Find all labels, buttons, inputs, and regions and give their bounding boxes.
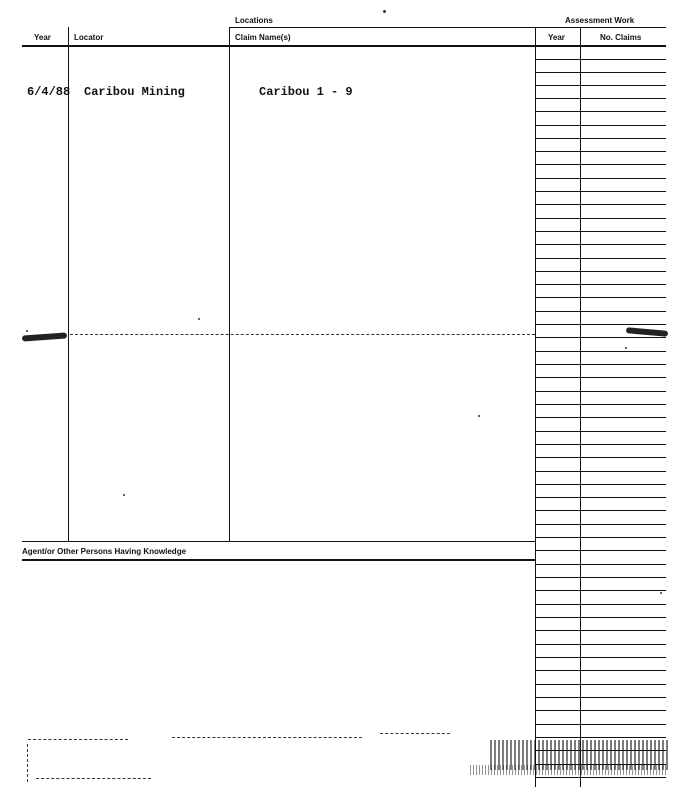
- header-bottom-rule: [22, 45, 666, 47]
- scan-speck: [198, 318, 200, 320]
- locator-claim-divider: [229, 27, 230, 541]
- no-claims-column-header: No. Claims: [600, 33, 642, 42]
- aw-row-rule: [535, 444, 666, 445]
- aw-row-rule: [535, 151, 666, 152]
- aw-row-rule: [535, 697, 666, 698]
- aw-row-rule: [535, 271, 666, 272]
- aw-row-rule: [535, 59, 666, 60]
- aw-row-rule: [535, 72, 666, 73]
- header-top-rule-right: [535, 27, 666, 28]
- assessment-work-heading: Assessment Work: [565, 16, 635, 25]
- aw-row-rule: [535, 164, 666, 165]
- scan-speck: [478, 415, 480, 417]
- aw-row-rule: [535, 138, 666, 139]
- aw-row-rule: [535, 297, 666, 298]
- aw-row-rule: [535, 244, 666, 245]
- aw-row-rule: [535, 417, 666, 418]
- aw-row-rule: [535, 644, 666, 645]
- aw-year-claims-divider: [580, 27, 581, 787]
- aw-row-rule: [535, 497, 666, 498]
- aw-row-rule: [535, 125, 666, 126]
- aw-row-rule: [535, 471, 666, 472]
- locations-heading: Locations: [235, 16, 273, 25]
- aw-row-rule: [535, 231, 666, 232]
- aw-row-rule: [535, 391, 666, 392]
- aw-row-rule: [535, 777, 666, 778]
- aw-row-rule: [535, 484, 666, 485]
- aw-row-rule: [535, 351, 666, 352]
- aw-year-column-header: Year: [548, 33, 565, 42]
- aw-row-rule: [535, 364, 666, 365]
- agent-section-label: Agent/or Other Persons Having Knowledge: [22, 547, 187, 556]
- bottom-dashed-line: [172, 737, 362, 738]
- aw-row-rule: [535, 657, 666, 658]
- left-smudge: [22, 332, 67, 341]
- bottom-dashed-line: [380, 733, 450, 734]
- aw-row-rule: [535, 617, 666, 618]
- right-smudge: [626, 327, 668, 337]
- claim-assessment-divider: [535, 27, 536, 787]
- bottom-dashed-line: [36, 778, 151, 779]
- agent-section-bottom-rule: [22, 559, 535, 561]
- aw-row-rule: [535, 377, 666, 378]
- aw-row-rule: [535, 284, 666, 285]
- year-locator-divider: [68, 27, 69, 541]
- fold-line: [70, 334, 535, 335]
- aw-row-rule: [535, 191, 666, 192]
- aw-row-rule: [535, 710, 666, 711]
- scan-speck: [660, 592, 662, 594]
- header-top-rule: [230, 27, 535, 28]
- left-margin-mark: [27, 744, 28, 782]
- aw-row-rule: [535, 204, 666, 205]
- aw-row-rule: [535, 724, 666, 725]
- aw-row-rule: [535, 404, 666, 405]
- aw-row-rule: [535, 577, 666, 578]
- aw-row-rule: [535, 98, 666, 99]
- locator-column-header: Locator: [74, 33, 104, 42]
- aw-row-rule: [535, 537, 666, 538]
- aw-row-rule: [535, 630, 666, 631]
- entry-claim-name: Caribou 1 - 9: [259, 85, 353, 99]
- aw-row-rule: [535, 590, 666, 591]
- aw-row-rule: [535, 431, 666, 432]
- aw-row-rule: [535, 218, 666, 219]
- aw-row-rule: [535, 564, 666, 565]
- bottom-dashed-line: [28, 739, 128, 740]
- aw-row-rule: [535, 178, 666, 179]
- claim-names-column-header: Claim Name(s): [235, 33, 291, 42]
- scan-speck: [383, 10, 386, 13]
- aw-row-rule: [535, 111, 666, 112]
- aw-row-rule: [535, 510, 666, 511]
- aw-row-rule: [535, 324, 666, 325]
- aw-row-rule: [535, 604, 666, 605]
- entry-year: 6/4/88: [27, 85, 71, 99]
- aw-row-rule: [535, 670, 666, 671]
- agent-section-top-rule: [22, 541, 535, 542]
- aw-row-rule: [535, 524, 666, 525]
- aw-row-rule: [535, 337, 666, 338]
- year-column-header: Year: [34, 33, 51, 42]
- aw-row-rule: [535, 85, 666, 86]
- entry-locator: Caribou Mining: [84, 85, 185, 99]
- aw-row-rule: [535, 311, 666, 312]
- aw-row-rule: [535, 457, 666, 458]
- scan-speck: [123, 494, 125, 496]
- bottom-scan-noise: [470, 765, 668, 775]
- scan-speck: [26, 330, 28, 332]
- aw-row-rule: [535, 550, 666, 551]
- aw-row-rule: [535, 737, 666, 738]
- scan-speck: [625, 347, 627, 349]
- aw-row-rule: [535, 258, 666, 259]
- aw-row-rule: [535, 684, 666, 685]
